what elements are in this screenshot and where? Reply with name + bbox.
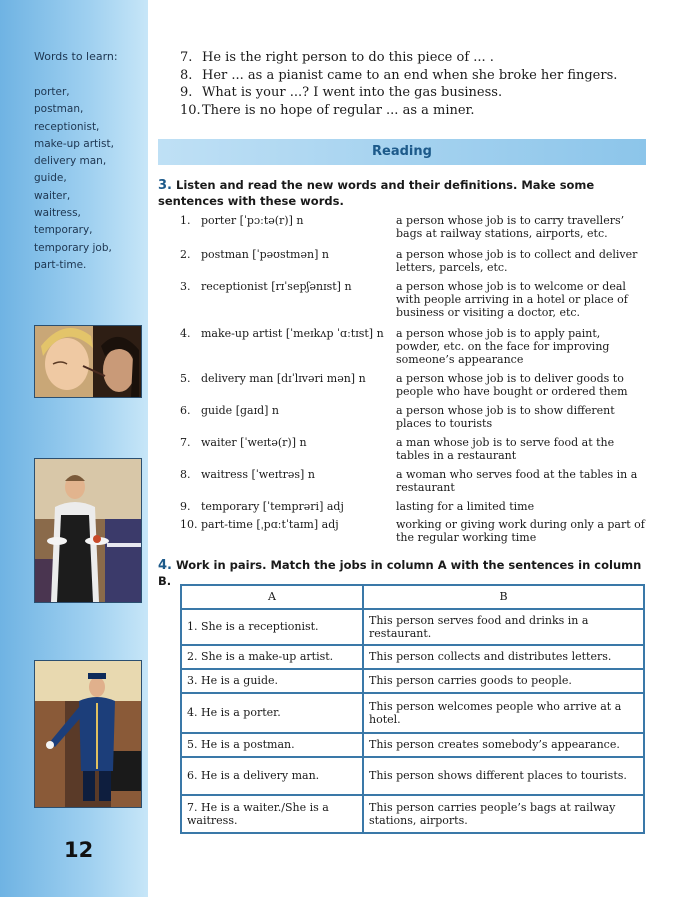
words-to-learn-list [34,84,114,274]
column-a-header: A [181,585,363,609]
vocab-definition: a man whose job is to serve food at the tables in a restaurant [396,436,615,462]
table-row [181,757,644,795]
job-cell: 3. He is a guide. [181,669,363,693]
vocab-definition: a person whose job is to deliver goods to people who have bought or ordered them [396,372,628,398]
list-item: 10.There is no hope of regular ... as a miner. [180,102,475,118]
task-number: 4. [158,558,172,573]
vocab-word: postman [ˈpəʊstmən] n [201,248,329,261]
previous-exercise-list [180,49,617,119]
table-row [181,693,644,733]
vocab-definition: a person whose job is to apply paint, powder, etc. on the face for improving someone’s appearance [396,327,610,366]
word-item: make-up artist, [34,137,114,150]
job-cell: 1. She is a receptionist. [181,609,363,645]
word-item: waiter, [34,189,71,202]
word-item: guide, [34,172,67,185]
job-cell: 2. She is a make-up artist. [181,645,363,669]
vocab-word: guide [gaɪd] n [201,404,280,417]
word-item: temporary job, [34,241,112,254]
table-row [181,733,644,757]
section-title: Reading [372,144,432,159]
word-item: delivery man, [34,155,107,168]
makeup-artist-photo [34,325,142,398]
table-row [181,645,644,669]
table-header-row [181,585,644,609]
list-item: 9. What is your ...? I went into the gas business. [180,85,503,101]
description-cell: This person serves food and drinks in a restaurant. [363,609,644,645]
vocab-definition: a person whose job is to show different places to tourists [396,404,615,430]
description-cell: This person shows different places to tourists. [363,757,644,795]
waiter-photo [34,458,142,603]
list-item: 8. Her ... as a pianist came to an end when she broke her fingers. [180,67,618,83]
vocab-definition: working or giving work during only a part of the regular working time [396,518,645,544]
job-cell: 6. He is a delivery man. [181,757,363,795]
table-row [181,795,644,833]
matching-table [180,584,645,834]
word-item: waitress, [34,207,81,220]
vocab-word: porter [ˈpɔːtə(r)] n [201,214,304,227]
job-cell: 4. He is a porter. [181,693,363,733]
vocab-definition: a person whose job is to welcome or deal with people arriving in a hotel or place of business or visiting a doctor, etc. [396,280,628,319]
vocab-word: waiter [ˈweɪtə(r)] n [201,436,307,449]
word-item: part-time. [34,258,87,271]
words-to-learn-title: Words to learn: [34,50,118,63]
word-item: postman, [34,103,84,116]
porter-photo [34,660,142,808]
vocab-word: part-time [ˌpɑːtˈtaɪm] adj [201,518,339,531]
word-item: receptionist, [34,120,100,133]
vocab-word: delivery man [dɪˈlɪvəri mən] n [201,372,366,385]
vocab-definition: a person whose job is to carry travellers’ bags at railway stations, airports, etc. [396,214,625,240]
word-item: porter, [34,86,70,98]
task-text: Listen and read the new words and their definitions. Make some sentences with these words. [158,178,595,208]
description-cell: This person collects and distributes letters. [363,645,644,669]
word-item: temporary, [34,224,93,237]
vocab-word: receptionist [rɪˈsepʃənɪst] n [201,280,352,293]
description-cell: This person creates somebody’s appearance. [363,733,644,757]
page-number: 12 [64,838,94,862]
job-cell: 7. He is a waiter./She is a waitress. [181,795,363,833]
task-number: 3. [158,178,172,193]
vocab-word: waitress [ˈweɪtrəs] n [201,468,315,481]
vocab-definition: lasting for a limited time [396,500,535,513]
task-3-instruction [158,178,653,209]
table-row [181,609,644,645]
description-cell: This person carries people’s bags at railway stations, airports. [363,795,644,833]
table-row [181,669,644,693]
reading-section-header [158,139,646,165]
vocab-definition: a person whose job is to collect and deliver letters, parcels, etc. [396,248,638,274]
vocab-definition: a woman who serves food at the tables in a restaurant [396,468,638,494]
list-item: 7. He is the right person to do this piece of ... . [180,50,494,65]
vocab-word: temporary [ˈtemprəri] adj [201,500,344,513]
job-cell: 5. He is a postman. [181,733,363,757]
vocab-word: make-up artist [ˈmeɪkʌp ˈɑːtɪst] n [201,327,384,340]
description-cell: This person welcomes people who arrive at a hotel. [363,693,644,733]
description-cell: This person carries goods to people. [363,669,644,693]
task-text: Work in pairs. Match the jobs in column A with the sentences in column B. [158,558,642,588]
column-b-header: B [363,585,644,609]
